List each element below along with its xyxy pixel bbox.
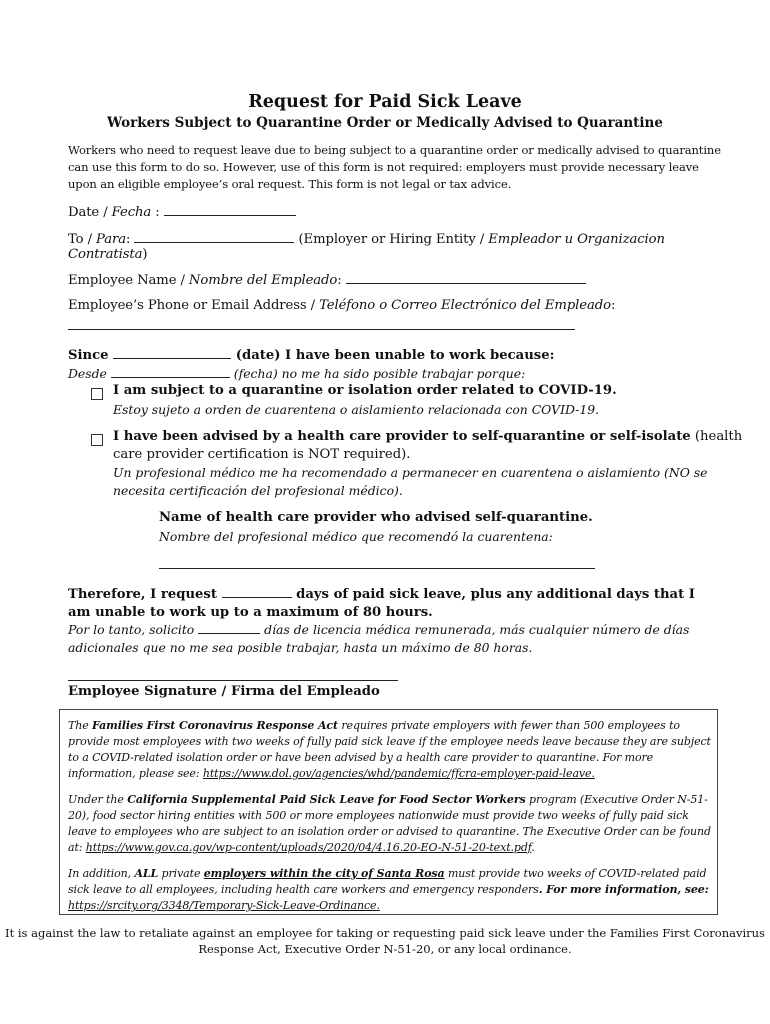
request-es-suffix: días de licencia médica remunerada, más cualquier número de días adicionales que no me sea posible trabajar, hasta un máximo de 80 horas. (68, 622, 690, 655)
quarantine-order-checkbox[interactable] (91, 388, 103, 400)
provider-name-input-line[interactable] (159, 556, 595, 569)
santa-rosa-employers-link[interactable]: employers within the city of Santa Rosa (203, 867, 445, 880)
option2-en-rest: (health (690, 429, 743, 444)
contact-colon: : (610, 298, 616, 313)
request-dias-input-line[interactable] (198, 621, 260, 634)
notice-ca-program-name: California Supplemental Paid Sick Leave for Food Sector Workers (127, 793, 526, 806)
notice-ca-text-a: Under the (68, 793, 128, 806)
employee-contact-field (68, 298, 615, 313)
notice-california (68, 792, 714, 856)
notice-santa-rosa (68, 866, 714, 914)
contact-label: Employee’s Phone or Email Address / (68, 298, 320, 313)
date-label-es: Fecha (111, 205, 152, 220)
request-es-prefix: Por lo tanto, solicito (68, 622, 199, 637)
employee-name-input-line[interactable] (346, 271, 586, 284)
desde-prefix: Desde (68, 366, 111, 381)
since-date-input-line[interactable] (113, 346, 231, 359)
to-label: To / (68, 232, 97, 247)
medical-advice-checkbox[interactable] (91, 434, 103, 446)
dol-link[interactable]: https://www.dol.gov/agencies/whd/pandemic/ffcra-employer-paid-leave. (202, 767, 595, 780)
employer-input-line[interactable] (134, 230, 294, 243)
desde-suffix: (fecha) no me ha sido posible trabajar porque: (229, 366, 526, 381)
intro-paragraph: Workers who need to request leave due to being subject to a quarantine order or medically advised to quarantine can use this form to do so. However, use of this form is not required: employers must provide necessary leave upon an eligible employee’s oral request. This form is not legal or tax advice. (68, 143, 721, 191)
anti-retaliation-footer: It is against the law to retaliate against an employee for taking or requesting paid sick leave under the Families First Coronavirus Response Act, Executive Order N-51-20, or any local ordinance. (5, 926, 765, 956)
option2-en (113, 429, 742, 444)
name-label-es: Nombre del Empleado (188, 273, 338, 288)
to-suffix-es2: Contratista (68, 247, 143, 262)
executive-order-link[interactable]: https://www.gov.ca.gov/wp-content/uploads/2020/04/4.16.20-EO-N-51-20-text.pdf (85, 841, 532, 854)
legal-notice-box (59, 709, 718, 915)
notice-ca-text-d: . (531, 841, 535, 854)
date-label: Date / (68, 205, 112, 220)
option2-es-line1: Un profesional médico me ha recomendado a permanecer en cuarentena o aislamiento (NO se (113, 465, 708, 480)
option2-en-line2: care provider certification is NOT required). (113, 447, 411, 462)
to-colon: : (125, 232, 131, 247)
since-suffix: (date) I have been unable to work because: (231, 348, 555, 363)
provider-label-es: Nombre del profesional médico que recomendó la cuarentena: (159, 529, 553, 544)
name-label: Employee Name / (68, 273, 189, 288)
notice-ffcra-text-a: The (68, 719, 93, 732)
request-es (68, 621, 708, 657)
name-colon: : (337, 273, 342, 288)
notice-sr-text-a: In addition, (68, 867, 135, 880)
to-suffix: (Employer or Hiring Entity / (294, 232, 489, 247)
page-title: Request for Paid Sick Leave (248, 92, 522, 112)
notice-ffcra-text-c: requires private employers with fewer than 500 employees to provide most employees with two weeks of fully paid sick leave if the employee needs leave because they are subject to a COVID-related isolation order or have been advised by a health care provider to quarantine. For more information, please see: (68, 719, 711, 780)
since-line (68, 346, 554, 363)
employer-field-line2 (68, 247, 147, 262)
date-colon: : (151, 205, 160, 220)
option2-es-line2: necesita certificación del profesional médico). (113, 483, 403, 498)
page-subtitle: Workers Subject to Quarantine Order or Medically Advised to Quarantine (107, 115, 663, 131)
to-label-es: Para (96, 232, 126, 247)
request-en-prefix: Therefore, I request (68, 587, 222, 602)
signature-label: Employee Signature / Firma del Empleado (68, 684, 380, 699)
notice-ffcra (68, 718, 714, 782)
notice-sr-text-e: must provide two weeks of COVID-related paid sick leave to all employees, including health care workers and emergency responders (68, 867, 707, 896)
request-en-suffix: days of paid sick leave, plus any additional days that I am unable to work up to a maximum of 80 hours. (68, 587, 695, 620)
notice-sr-all: ALL (134, 867, 159, 880)
to-suffix-es: Empleador u Organizacion (488, 232, 665, 247)
notice-sr-text-c: private (158, 867, 204, 880)
notice-ffcra-act-name: Families First Coronavirus Response Act (92, 719, 338, 732)
employer-field (68, 230, 665, 247)
option2-en-bold: I have been advised by a health care provider to self-quarantine or self-isolate (113, 429, 691, 444)
desde-line (68, 365, 525, 381)
option1-es: Estoy sujeto a orden de cuarentena o aislamiento relacionada con COVID-19. (113, 402, 600, 417)
notice-sr-text-f: . For more information, see: (538, 883, 709, 896)
date-field (68, 203, 296, 220)
desde-date-input-line[interactable] (111, 365, 230, 378)
srcity-link[interactable]: https://srcity.org/3348/Temporary-Sick-Leave-Ordinance. (68, 899, 380, 912)
notice-ca-text-c: program (Executive Order N-51-20), food sector hiring entities with 500 or more employees nationwide must provide two weeks of fully paid sick leave to employees who are subject to an isolation order or advised to quarantine. The Executive Order can be found at: (68, 793, 711, 854)
request-en (68, 585, 708, 622)
contact-label-es: Teléfono o Correo Electrónico del Empleado (319, 298, 611, 313)
signature-input-line[interactable] (68, 668, 398, 681)
date-input-line[interactable] (164, 203, 296, 216)
to-close: ) (142, 247, 148, 262)
request-days-input-line[interactable] (222, 585, 292, 598)
since-prefix: Since (68, 348, 114, 363)
option1-en: I am subject to a quarantine or isolation order related to COVID-19. (113, 383, 617, 398)
employee-contact-input-line[interactable] (68, 317, 575, 330)
employee-name-field (68, 271, 586, 288)
provider-label-en: Name of health care provider who advised self-quarantine. (159, 510, 593, 525)
